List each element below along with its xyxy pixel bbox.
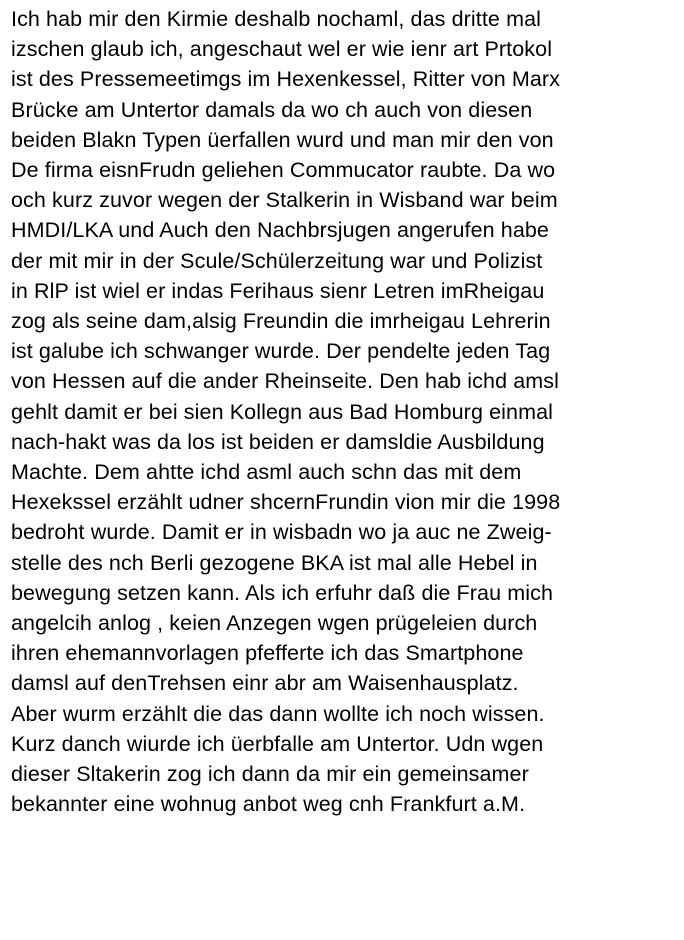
text-line-6: De firma eisnFrudn geliehen Commucator raubte. Da wo — [11, 158, 556, 183]
text-line-2: izschen glaub ich, angeschaut wel er wie ienr art Prtokol — [11, 37, 553, 62]
text-line-21: angelcih anlog , keien Anzegen wgen prügeleien durch — [11, 611, 538, 636]
text-line-15: nach-hakt was da los ist beiden er damsldie Ausbildung — [11, 429, 545, 454]
text-line-23: damsl auf denTrehsen einr abr am Waisenhausplatz. — [11, 671, 519, 696]
text-line-22: ihren ehemannvorlagen pfefferte ich das Smartphone — [11, 641, 524, 666]
text-line-7: och kurz zuvor wegen der Stalkerin in Wisband war beim — [11, 188, 558, 213]
text-line-12: ist galube ich schwanger wurde. Der pendelte jeden Tag — [11, 339, 551, 364]
text-line-11: zog als seine dam,alsig Freundin die imrheigau Lehrerin — [11, 309, 551, 334]
text-line-1: Ich hab mir den Kirmie deshalb nochaml, das dritte mal — [11, 7, 542, 31]
text-line-14: gehlt damit er bei sien Kollegn aus Bad Homburg einmal — [11, 399, 554, 424]
text-line-16: Machte. Dem ahtte ichd asml auch schn das mit dem — [11, 460, 522, 485]
text-line-24: Aber wurm erzählt die das dann wollte ich noch wissen. — [11, 701, 545, 726]
text-line-17: Hexekssel erzählt udner shcernFrundin vion mir die 1998 — [11, 490, 561, 515]
text-line-19: stelle des nch Berli gezogene BKA ist mal alle Hebel in — [11, 550, 538, 575]
text-line-27: bekannter eine wohnug anbot weg cnh Frankfurt a.M. — [11, 792, 526, 817]
text-line-18: bedroht wurde. Damit er in wisbadn wo ja auc ne Zweig- — [11, 520, 552, 545]
text-line-20: bewegung setzen kann. Als ich erfuhr daß die Frau mich — [11, 580, 553, 605]
text-line-9: der mit mir in der Scule/Schülerzeitung war und Polizist — [11, 248, 543, 273]
text-line-26: dieser Sltakerin zog ich dann da mir ein gemeinsamer — [11, 762, 529, 787]
text-line-5: beiden Blakn Typen üerfallen wurd und man mir den von — [11, 127, 554, 152]
text-line-3: ist des Pressemeetimgs im Hexenkessel, Ritter von Marx — [11, 67, 561, 92]
text-line-8: HMDI/LKA und Auch den Nachbrsjugen angerufen habe — [11, 218, 549, 243]
text-line-25: Kurz danch wiurde ich üerbfalle am Untertor. Udn wgen — [11, 731, 544, 756]
document-page — [11, 4, 681, 819]
text-line-10: in RlP ist wiel er indas Ferihaus sienr Letren imRheigau — [11, 278, 545, 303]
text-line-4: Brücke am Untertor damals da wo ch auch von diesen — [11, 97, 533, 122]
text-line-13: von Hessen auf die ander Rheinseite. Den hab ichd amsl — [11, 369, 560, 394]
